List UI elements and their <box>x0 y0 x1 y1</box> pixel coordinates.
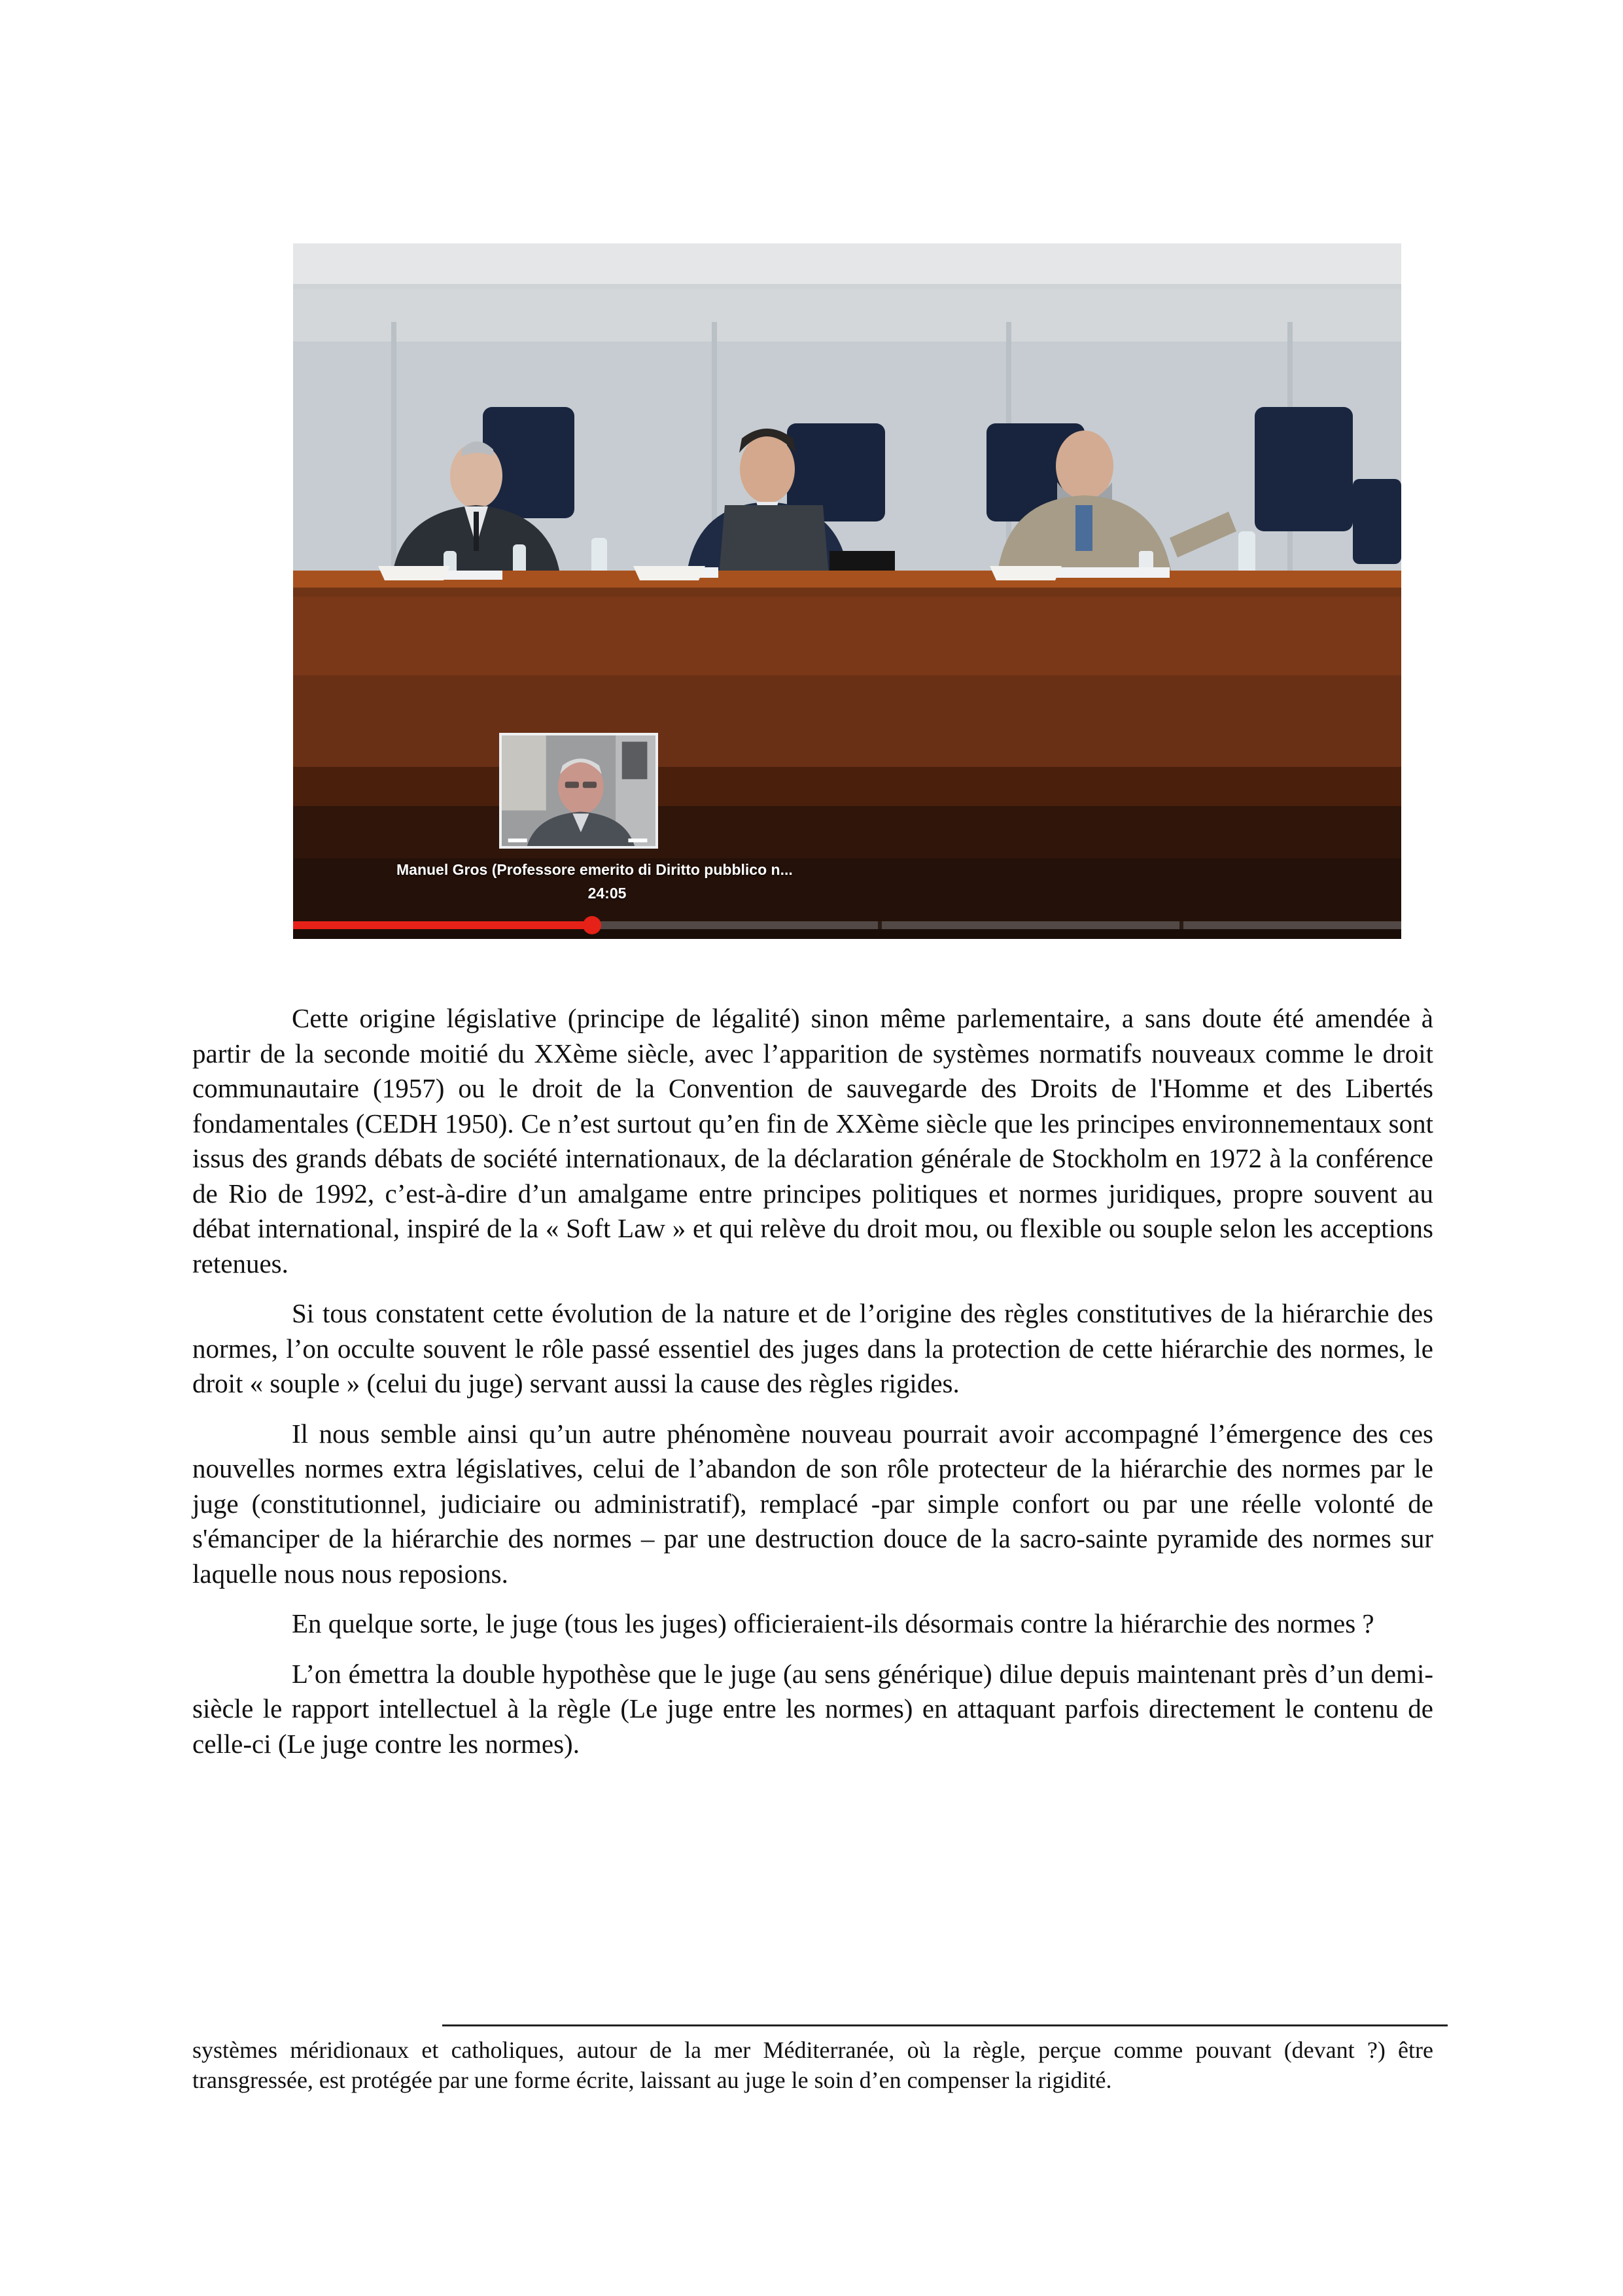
footnote <box>192 2035 1433 2095</box>
body-paragraph: L’on émettra la double hypothèse que le juge (au sens générique) dilue depuis maintenant près d’un demi-siècle le rapport intellectuel à la règle (Le juge entre les normes) en attaquant parfois directement le contenu de celle-ci (Le juge contre les normes). <box>192 1658 1433 1759</box>
video-progress-fill <box>293 921 592 929</box>
conference-scene-photo <box>293 243 1401 939</box>
footnote-text: systèmes méridionaux et catholiques, autour de la mer Méditerranée, où la règle, perçue comme pouvant (devant ?) être transgressée, est protégée par une forme écrite, laissant au juge le soin d’en compenser la rigidité. <box>192 2037 1433 2093</box>
video-timestamp: 24:05 <box>587 885 627 902</box>
chapter-marker <box>878 921 882 929</box>
body-paragraph: En quelque sorte, le juge (tous les juges) officieraient-ils désormais contre la hiérarchie des normes ? <box>292 1608 1374 1638</box>
footnote-separator <box>442 2024 1448 2026</box>
video-progress-bar[interactable] <box>293 921 1401 929</box>
conference-video-frame[interactable] <box>293 243 1401 939</box>
remote-speaker-camera-tile[interactable] <box>499 733 658 849</box>
body-paragraph: Cette origine législative (principe de légalité) sinon même parlementaire, a sans doute été amendée à partir de la seconde moitié du XXème siècle, avec l’apparition de systèmes normatifs nouveaux comme le droit communautaire (1957) ou le droit de la Convention de sauvegarde des Droits de l'Homme et des Libertés fondamentales (CEDH 1950). Ce n’est surtout qu’en fin de XXème siècle que les principes environnementaux sont issus des grands débats de société internationaux, de la déclaration générale de Stockholm en 1972 à la conférence de Rio de 1992, c’est-à-dire d’un amalgame entre principes politiques et normes juridiques, propre souvent au débat international, inspiré de la « Soft Law » et qui relève du droit mou, ou flexible ou souple selon les acceptions retenues. <box>192 1003 1433 1279</box>
speaker-caption: Manuel Gros (Professore emerito di Diritto pubblico n... <box>396 861 793 878</box>
body-text <box>192 1001 1433 1776</box>
remote-speaker-photo <box>502 735 655 846</box>
chapter-marker <box>1179 921 1183 929</box>
body-paragraph: Si tous constatent cette évolution de la nature et de l’origine des règles constitutives de la hiérarchie des normes, l’on occulte souvent le rôle passé essentiel des juges dans la protection de cette hiérarchie des normes, le droit « souple » (celui du juge) servant aussi la cause des règles rigides. <box>192 1298 1433 1398</box>
body-paragraph: Il nous semble ainsi qu’un autre phénomène nouveau pourrait avoir accompagné l’émergence des ces nouvelles normes extra législatives, celui de l’abandon de son rôle protecteur de la hiérarchie des normes par le juge (constitutionnel, judiciaire ou administratif), remplacé -par simple confort ou par une réelle volonté de s'émanciper de la hiérarchie des normes – par une destruction douce de la sacro-sainte pyramide des normes sur laquelle nous nous reposions. <box>192 1418 1433 1589</box>
